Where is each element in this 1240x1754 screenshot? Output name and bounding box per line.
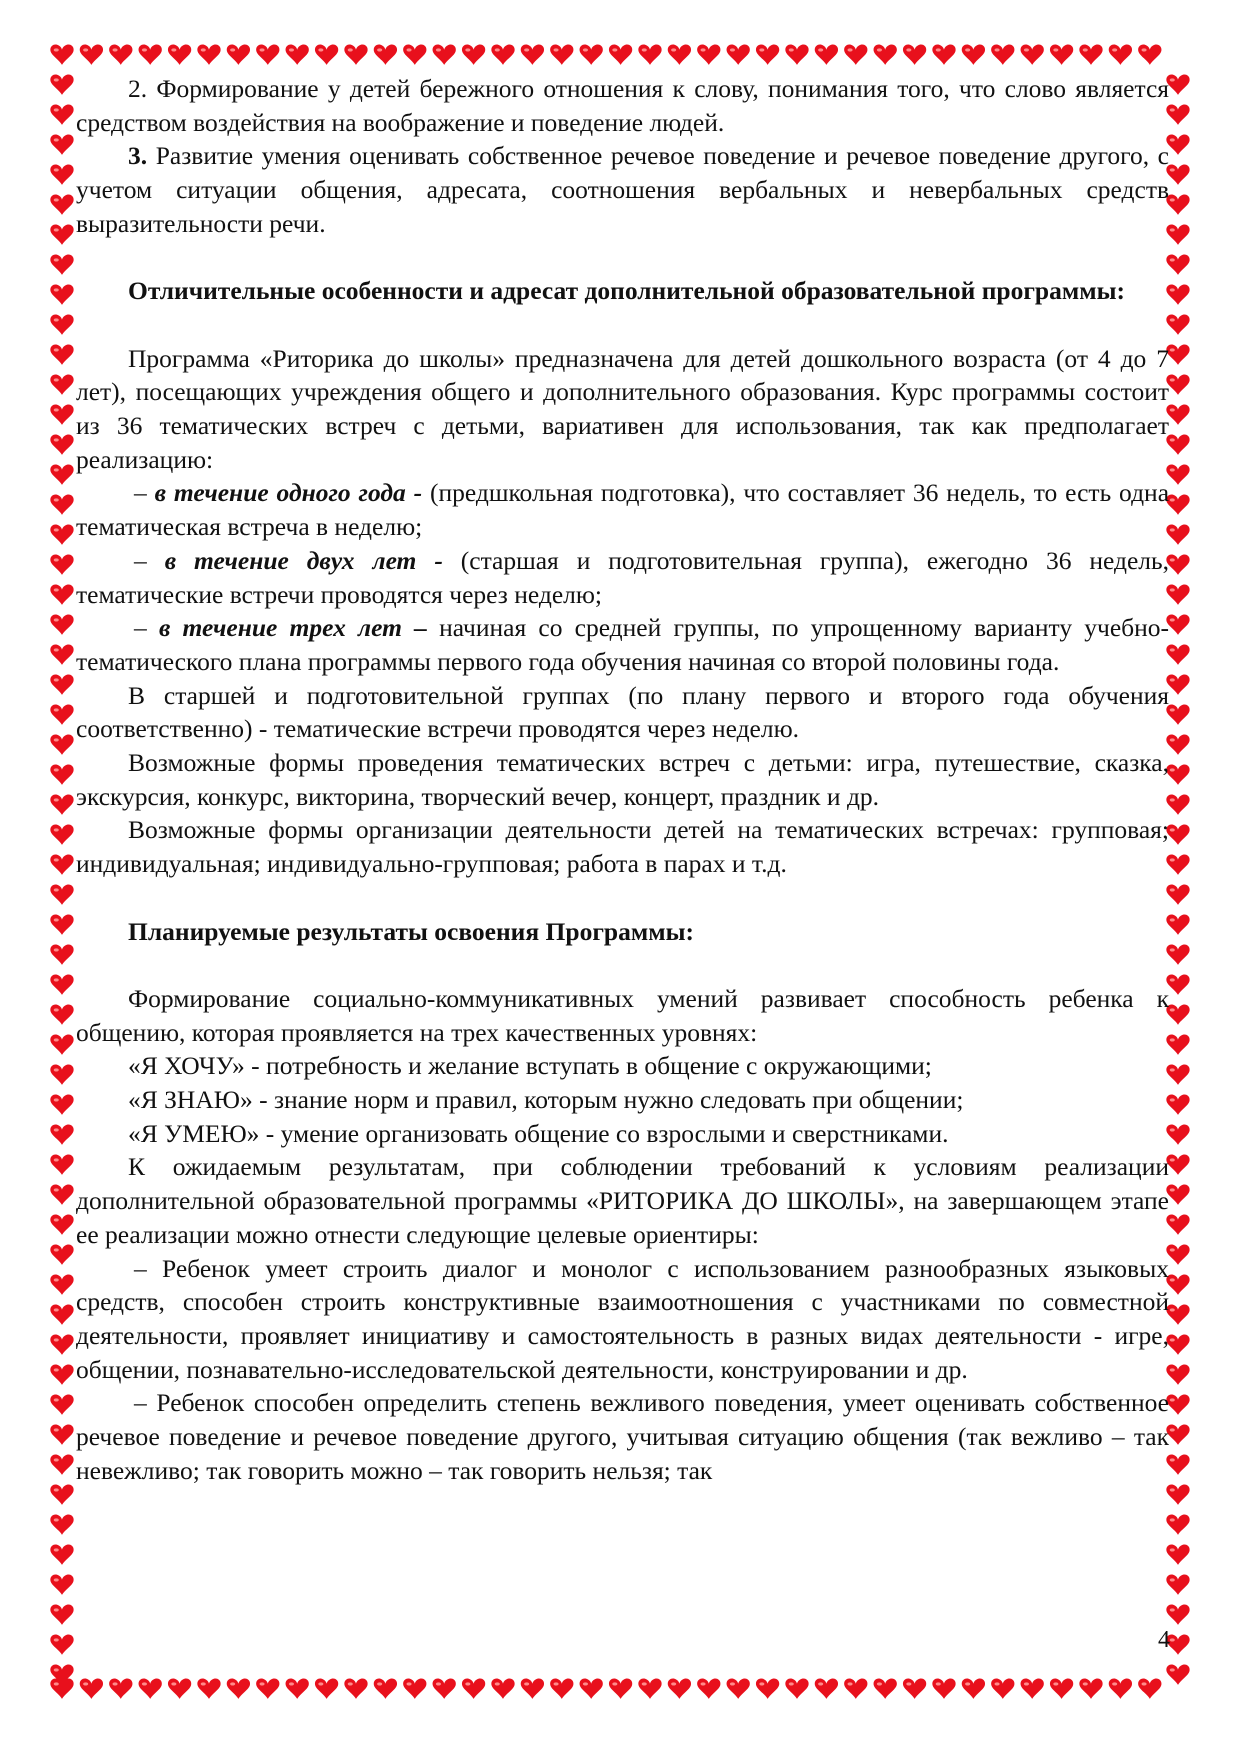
heart-icon — [50, 1634, 73, 1654]
heart-icon — [374, 44, 397, 64]
heart-icon — [491, 1678, 514, 1698]
heart-icon — [256, 1678, 279, 1698]
heart-icon — [1166, 254, 1189, 274]
paragraph-item-3: 3. Развитие умения оценивать собственное речевое поведение и речевое поведение другого, с учетом ситуации общения, адресата, соотношения вербальных и невербальных средств выразительности речи. — [76, 141, 1170, 238]
heart-icon — [1166, 554, 1189, 574]
heart-icon — [50, 914, 73, 934]
heart-icon — [1166, 1484, 1189, 1504]
heart-icon — [1050, 44, 1073, 64]
heart-icon — [50, 1244, 73, 1264]
heart-icon — [609, 44, 632, 64]
paragraph-groups: В старшей и подготовительной группах (по плану первого и второго года обучения соответственно) - тематические встречи проводятся через неделю. — [76, 680, 1169, 744]
heart-icon — [50, 1124, 73, 1144]
heart-icon — [50, 1004, 73, 1024]
heart-icon — [168, 1678, 191, 1698]
heart-icon — [50, 1604, 73, 1624]
heart-icon — [315, 1678, 338, 1698]
heart-icon — [1166, 314, 1189, 334]
heart-icon — [50, 1064, 73, 1084]
heart-icon — [697, 44, 720, 64]
heart-icon — [197, 1678, 220, 1698]
heart-icon — [50, 374, 73, 394]
heart-icon — [550, 1678, 573, 1698]
heart-icon — [609, 1678, 632, 1698]
level-want: «Я ХОЧУ» - потребность и желание вступать в общение с окружающими; — [128, 1051, 932, 1081]
heart-icon — [903, 44, 926, 64]
heart-icon — [1166, 1454, 1189, 1474]
heart-icon — [1166, 854, 1189, 874]
heart-icon — [1166, 1124, 1189, 1144]
heart-icon — [50, 1184, 73, 1204]
heart-icon — [756, 44, 779, 64]
heart-icon — [785, 1678, 808, 1698]
heart-icon — [1079, 1678, 1102, 1698]
heart-icon — [1166, 1184, 1189, 1204]
heart-icon — [50, 944, 73, 964]
paragraph-item-2: 2. Формирование у детей бережного отношения к слову, понимания того, что слово является средством воздействия на воображение и поведение людей. — [76, 74, 1170, 137]
heart-icon — [668, 1678, 691, 1698]
heart-icon — [1166, 1424, 1189, 1444]
heart-icon — [286, 1678, 309, 1698]
heart-icon — [1109, 1678, 1132, 1698]
heart-icon — [1166, 824, 1189, 844]
heart-icon — [50, 794, 73, 814]
heart-icon — [50, 764, 73, 784]
heart-icon — [50, 194, 73, 214]
heart-icon — [785, 44, 808, 64]
heart-icon — [1166, 674, 1189, 694]
heart-icon — [80, 1678, 103, 1698]
heart-icon — [1166, 1544, 1189, 1564]
heart-icon — [932, 1678, 955, 1698]
heart-icon — [844, 1678, 867, 1698]
heart-icon — [1166, 794, 1189, 814]
heart-icon — [50, 344, 73, 364]
option-three-years: – в течение трех лет – начиная со средней группы, по упрощенному варианту учебно-тематического плана программы первого года обучения начиная со второй половины года. — [76, 613, 1170, 676]
heart-icon — [1166, 1154, 1189, 1174]
heart-icon — [815, 44, 838, 64]
heart-icon — [756, 1678, 779, 1698]
heart-icon — [462, 1678, 485, 1698]
heart-icon — [1166, 224, 1189, 244]
heart-icon — [50, 1544, 73, 1564]
heart-icon — [50, 1274, 73, 1294]
heart-icon — [50, 1484, 73, 1504]
heart-icon — [1079, 44, 1102, 64]
heart-icon — [50, 314, 73, 334]
heart-icon — [1138, 44, 1161, 64]
option-two-years: – в течение двух лет - (старшая и подготовительная группа), ежегодно 36 недель, тематические встречи проводятся через неделю; — [76, 545, 1170, 609]
heart-icon — [1166, 1004, 1189, 1024]
heart-icon — [50, 1424, 73, 1444]
heart-icon — [1166, 884, 1189, 904]
option-one-year: – в течение одного года - (предшкольная подготовка), что составляет 36 недель, то есть одна тематическая встреча в неделю; — [76, 478, 1170, 542]
heart-icon — [50, 164, 73, 184]
heart-icon — [638, 44, 661, 64]
heart-icon — [1166, 1244, 1189, 1264]
heart-icon — [1166, 164, 1189, 184]
section-heading-features: Отличительные особенности и адресат дополнительной образовательной программы: — [128, 276, 1125, 306]
heart-icon — [109, 1678, 132, 1698]
heart-icon — [1166, 1394, 1189, 1414]
heart-icon — [50, 524, 73, 544]
heart-icon — [50, 1094, 73, 1114]
heart-icon — [903, 1678, 926, 1698]
heart-icon — [1166, 524, 1189, 544]
heart-icon — [1166, 704, 1189, 724]
heart-icon — [1166, 344, 1189, 364]
heart-icon — [1166, 434, 1189, 454]
heart-icon — [50, 1574, 73, 1594]
heart-icon — [50, 494, 73, 514]
heart-icon — [139, 44, 162, 64]
heart-icon — [344, 1678, 367, 1698]
heart-icon — [50, 464, 73, 484]
heart-icon — [668, 44, 691, 64]
heart-icon — [1021, 1678, 1044, 1698]
paragraph-organization-forms: Возможные формы организации деятельности детей на тематических встречах: групповая; индивидуальная; индивидуально-групповая; работа в парах и т.д. — [76, 815, 1169, 879]
heart-icon — [1166, 1034, 1189, 1054]
heart-icon — [521, 44, 544, 64]
heart-icon — [962, 1678, 985, 1698]
heart-icon — [315, 44, 338, 64]
heart-icon — [1166, 1664, 1189, 1684]
heart-icon — [1166, 1574, 1189, 1594]
heart-icon — [374, 1678, 397, 1698]
heart-icon — [1166, 1334, 1189, 1354]
heart-icon — [1166, 494, 1189, 514]
paragraph-meeting-forms: Возможные формы проведения тематических встреч с детьми: игра, путешествие, сказка, экскурсия, конкурс, викторина, творческий вечер, концерт, праздник и др. — [76, 748, 1169, 811]
heart-icon — [227, 1678, 250, 1698]
heart-icon — [50, 44, 73, 64]
heart-icon — [1166, 464, 1189, 484]
heart-icon — [227, 44, 250, 64]
heart-icon — [1166, 1214, 1189, 1234]
heart-icon — [433, 44, 456, 64]
heart-icon — [638, 1678, 661, 1698]
heart-icon — [1166, 944, 1189, 964]
heart-icon — [1166, 1094, 1189, 1114]
heart-icon — [1166, 404, 1189, 424]
heart-icon — [462, 44, 485, 64]
heart-icon — [1166, 914, 1189, 934]
heart-icon — [1166, 374, 1189, 394]
heart-icon — [1166, 734, 1189, 754]
outcome-dialogue: – Ребенок умеет строить диалог и монолог с использованием разнообразных языковых средств, способен строить конструктивные взаимоотношения с участниками по совместной деятельности, проявляет инициативу и самостоятельность в разных видах деятельности - игре, общении, познавательно-исследовательской деятельности, конструировании и др. — [76, 1253, 1169, 1384]
section-heading-results: Планируемые результаты освоения Программы: — [128, 916, 694, 946]
document-page — [76, 72, 1169, 1487]
heart-icon — [256, 44, 279, 64]
heart-icon — [50, 404, 73, 424]
heart-icon — [50, 1304, 73, 1324]
heart-icon — [50, 734, 73, 754]
heart-icon — [874, 1678, 897, 1698]
heart-icon — [50, 704, 73, 724]
heart-icon — [50, 104, 73, 124]
heart-icon — [50, 134, 73, 154]
heart-icon — [403, 1678, 426, 1698]
heart-icon — [727, 44, 750, 64]
heart-icon — [50, 224, 73, 244]
heart-icon — [697, 1678, 720, 1698]
heart-icon — [50, 1334, 73, 1354]
level-can: «Я УМЕЮ» - умение организовать общение со взрослыми и сверстниками. — [128, 1118, 949, 1148]
heart-icon — [403, 44, 426, 64]
heart-icon — [1166, 614, 1189, 634]
level-know: «Я ЗНАЮ» - знание норм и правил, которым нужно следовать при общении; — [128, 1085, 964, 1115]
heart-icon — [197, 44, 220, 64]
heart-icon — [991, 44, 1014, 64]
heart-icon — [139, 1678, 162, 1698]
heart-icon — [50, 854, 73, 874]
heart-icon — [874, 44, 897, 64]
heart-icon — [550, 44, 573, 64]
heart-icon — [580, 1678, 603, 1698]
heart-icon — [1166, 644, 1189, 664]
heart-icon — [50, 1514, 73, 1534]
heart-icon — [962, 44, 985, 64]
heart-icon — [50, 284, 73, 304]
results-intro: Формирование социально-коммуникативных умений развивает способность ребенка к общению, которая проявляется на трех качественных уровнях: — [76, 983, 1169, 1047]
heart-icon — [1166, 74, 1189, 94]
heart-icon — [1166, 764, 1189, 784]
heart-icon — [50, 614, 73, 634]
heart-icon — [521, 1678, 544, 1698]
heart-icon — [80, 44, 103, 64]
heart-icon — [50, 1394, 73, 1414]
heart-icon — [168, 44, 191, 64]
heart-icon — [50, 1214, 73, 1234]
heart-icon — [286, 44, 309, 64]
heart-icon — [844, 44, 867, 64]
heart-icon — [50, 584, 73, 604]
heart-icon — [1166, 194, 1189, 214]
heart-icon — [1050, 1678, 1073, 1698]
heart-icon — [50, 554, 73, 574]
heart-icon — [50, 1154, 73, 1174]
heart-icon — [50, 1364, 73, 1384]
heart-icon — [1166, 1364, 1189, 1384]
heart-icon — [50, 674, 73, 694]
page-number: 4 — [1158, 1627, 1170, 1653]
heart-icon — [815, 1678, 838, 1698]
heart-icon — [727, 1678, 750, 1698]
heart-icon — [1166, 134, 1189, 154]
heart-icon — [1166, 584, 1189, 604]
program-intro: Программа «Риторика до школы» предназначена для детей дошкольного возраста (от 4 до 7 лет), посещающих учреждения общего и дополнительного образования. Курс программы состоит из 36 тематических встреч с детьми, вариативен для использования, так как предполагает реализацию: — [76, 343, 1169, 474]
heart-icon — [50, 1034, 73, 1054]
heart-icon — [50, 644, 73, 664]
heart-icon — [50, 824, 73, 844]
heart-icon — [1166, 104, 1189, 124]
heart-icon — [50, 974, 73, 994]
heart-icon — [1166, 1604, 1189, 1624]
heart-icon — [1109, 44, 1132, 64]
heart-icon — [344, 44, 367, 64]
heart-icon — [1166, 974, 1189, 994]
heart-icon — [1138, 1678, 1161, 1698]
heart-icon — [1166, 284, 1189, 304]
paragraph-expected-results: К ожидаемым результатам, при соблюдении требований к условиям реализации дополнительной образовательной программы «РИТОРИКА ДО ШКОЛЫ», на завершающем этапе ее реализации можно отнести следующие целевые ориентиры: — [76, 1152, 1169, 1249]
heart-icon — [433, 1678, 456, 1698]
heart-icon — [50, 1454, 73, 1474]
heart-icon — [580, 44, 603, 64]
heart-icon — [1021, 44, 1044, 64]
heart-icon — [50, 254, 73, 274]
heart-icon — [50, 434, 73, 454]
heart-icon — [1166, 1064, 1189, 1084]
heart-icon — [1166, 1304, 1189, 1324]
heart-icon — [1166, 1274, 1189, 1294]
heart-icon — [991, 1678, 1014, 1698]
outcome-politeness: – Ребенок способен определить степень вежливого поведения, умеет оценивать собственное речевое поведение и речевое поведение другого, учитывая ситуацию общения (так вежливо – так невежливо; так говорить можно – так говорить нельзя; так — [76, 1388, 1169, 1485]
heart-icon — [50, 74, 73, 94]
heart-icon — [491, 44, 514, 64]
heart-icon — [932, 44, 955, 64]
heart-icon — [109, 44, 132, 64]
heart-icon — [50, 884, 73, 904]
heart-icon — [1166, 1514, 1189, 1534]
